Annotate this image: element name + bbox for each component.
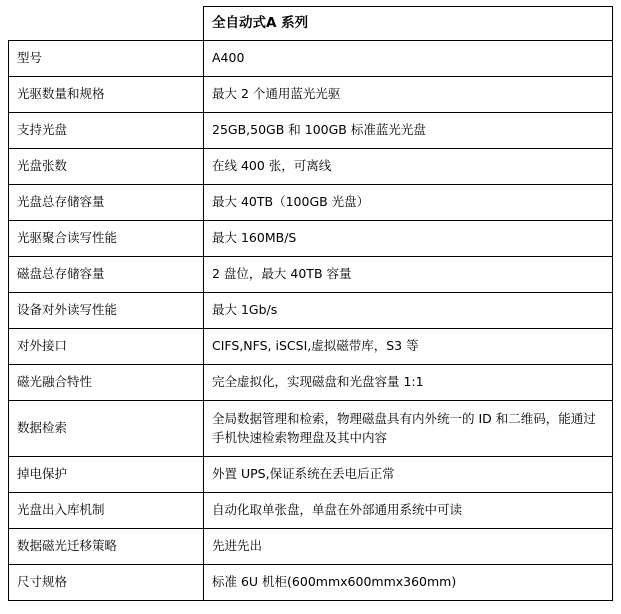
row-label: 支持光盘: [9, 113, 204, 149]
row-value: 最大 2 个通用蓝光光驱: [204, 77, 613, 113]
specifications-table: [8, 6, 613, 601]
table-row: [9, 365, 613, 401]
table-row: [9, 565, 613, 601]
row-value: 最大 1Gb/s: [204, 293, 613, 329]
row-label: 设备对外读写性能: [9, 293, 204, 329]
table-row: [9, 493, 613, 529]
row-value: 全局数据管理和检索，物理磁盘具有内外统一的 ID 和二维码，能通过手机快速检索物理盘及其中内容: [204, 401, 613, 457]
table-row: [9, 329, 613, 365]
row-label: 数据检索: [9, 401, 204, 457]
table-row: [9, 401, 613, 457]
table-row: [9, 77, 613, 113]
table-row: [9, 113, 613, 149]
header-series-title: 全自动式A 系列: [204, 7, 613, 41]
row-label: 磁盘总存储容量: [9, 257, 204, 293]
row-value: 2 盘位，最大 40TB 容量: [204, 257, 613, 293]
row-label: 尺寸规格: [9, 565, 204, 601]
row-label: 磁光融合特性: [9, 365, 204, 401]
row-value: 完全虚拟化，实现磁盘和光盘容量 1:1: [204, 365, 613, 401]
table-header-row: [9, 7, 613, 41]
table-row: [9, 185, 613, 221]
row-label: 光驱聚合读写性能: [9, 221, 204, 257]
table-row: [9, 41, 613, 77]
row-label: 数据磁光迁移策略: [9, 529, 204, 565]
table-row: [9, 149, 613, 185]
row-label: 对外接口: [9, 329, 204, 365]
row-value: A400: [204, 41, 613, 77]
table-row: [9, 257, 613, 293]
row-value: CIFS,NFS, iSCSI,虚拟磁带库，S3 等: [204, 329, 613, 365]
row-label: 光盘总存储容量: [9, 185, 204, 221]
row-value: 先进先出: [204, 529, 613, 565]
row-value: 在线 400 张，可离线: [204, 149, 613, 185]
table-body: [9, 7, 613, 601]
row-label: 型号: [9, 41, 204, 77]
table-row: [9, 457, 613, 493]
row-label: 光驱数量和规格: [9, 77, 204, 113]
row-label: 掉电保护: [9, 457, 204, 493]
row-value: 自动化取单张盘，单盘在外部通用系统中可读: [204, 493, 613, 529]
row-value: 外置 UPS,保证系统在丢电后正常: [204, 457, 613, 493]
row-value: 标准 6U 机柜(600mmx600mmx360mm): [204, 565, 613, 601]
row-label: 光盘出入库机制: [9, 493, 204, 529]
table-row: [9, 529, 613, 565]
row-value: 最大 160MB/S: [204, 221, 613, 257]
row-value: 最大 40TB（100GB 光盘）: [204, 185, 613, 221]
row-label: 光盘张数: [9, 149, 204, 185]
table-row: [9, 221, 613, 257]
table-row: [9, 293, 613, 329]
header-blank-cell: [9, 7, 204, 41]
row-value: 25GB,50GB 和 100GB 标准蓝光光盘: [204, 113, 613, 149]
